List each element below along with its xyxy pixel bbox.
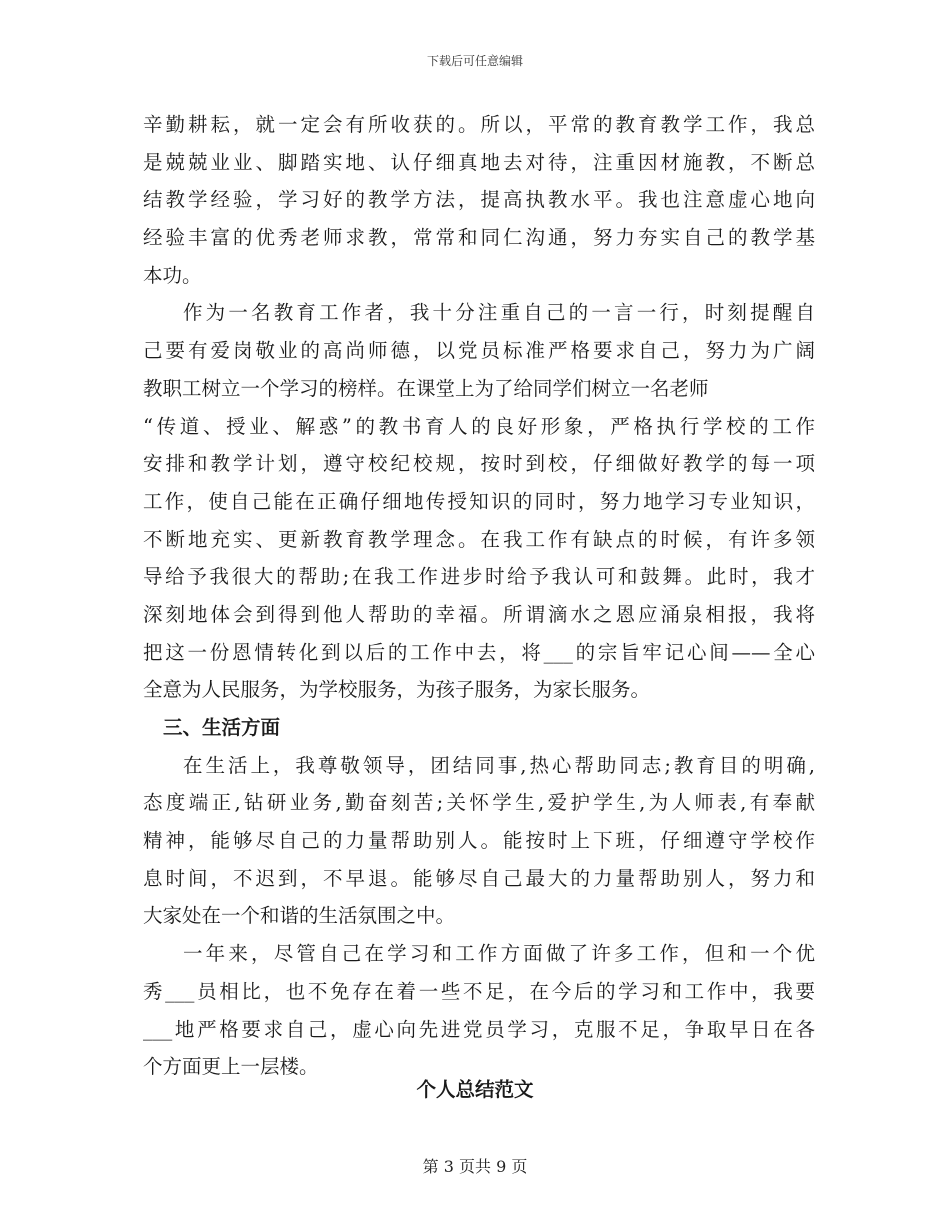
section-heading: 三、生活方面 xyxy=(163,716,281,739)
page-header: 下载后可任意编辑 xyxy=(426,54,523,68)
text-line: 把这一份恩情转化到以后的工作中去，将___的宗旨牢记心间——全心 xyxy=(143,640,815,664)
text-line: 大家处在一个和谐的生活氛围之中。 xyxy=(143,904,456,928)
text-line: 工作，使自己能在正确仔细地传授知识的同时，努力地学习专业知识， xyxy=(143,489,815,513)
paragraph-life xyxy=(143,747,815,935)
text-line: 精神，能够尽自己的力量帮助别人。能按时上下班，仔细遵守学校作 xyxy=(143,829,815,853)
text-line: 教职工树立一个学习的榜样。在课堂上为了给同学们树立一名老师 xyxy=(143,376,709,400)
text-line: 息时间，不迟到，不早退。能够尽自己最大的力量帮助别人，努力和 xyxy=(143,866,815,890)
text-line: 个方面更上一层楼。 xyxy=(143,1055,319,1079)
text-line: 秀___员相比，也不免存在着一些不足，在今后的学习和工作中，我要 xyxy=(143,979,815,1003)
text-line: 作为一名教育工作者，我十分注重自己的一言一行，时刻提醒自 xyxy=(183,301,815,325)
text-line: ___地严格要求自己，虚心向先进党员学习，克服不足，争取早日在各 xyxy=(143,1017,815,1041)
page-footer: 第 3 页共 9 页 xyxy=(422,1157,528,1176)
text-line: 己要有爱岗敬业的高尚师德，以党员标准严格要求自己，努力为广阔 xyxy=(143,339,815,363)
text-line: 结教学经验，学习好的教学方法，提高执教水平。我也注意虚心地向 xyxy=(143,188,815,212)
paragraph-conclusion xyxy=(143,935,815,1086)
text-line: 全意为人民服务，为学校服务，为孩子服务，为家长服务。 xyxy=(143,678,651,702)
text-line: 一年来，尽管自己在学习和工作方面做了许多工作，但和一个优 xyxy=(183,942,815,966)
paragraph-teaching xyxy=(143,106,815,294)
text-line: 深刻地体会到得到他人帮助的幸福。所谓滴水之恩应涌泉相报，我将 xyxy=(143,602,815,626)
text-line: 在生活上，我尊敬领导，团结同事,热心帮助同志;教育目的明确, xyxy=(183,753,815,777)
text-line: 辛勤耕耘，就一定会有所收获的。所以，平常的教育教学工作，我总 xyxy=(143,113,815,136)
text-line: 不断地充实、更新教育教学理念。在我工作有缺点的时候，有许多领 xyxy=(143,527,815,551)
text-line: 安排和教学计划，遵守校纪校规，按时到校，仔细做好教学的每一项 xyxy=(143,452,815,476)
document-body xyxy=(143,106,815,1086)
text-line: 是兢兢业业、脚踏实地、认仔细真地去对待，注重因材施教，不断总 xyxy=(143,150,815,174)
next-section-title: 个人总结范文 xyxy=(416,1078,534,1101)
text-line: “传道、授业、解惑”的教书育人的良好形象，严格执行学校的工作 xyxy=(143,414,815,438)
text-line: 本功。 xyxy=(143,263,202,287)
paragraph-ethics xyxy=(143,294,815,709)
text-line: 经验丰富的优秀老师求教，常常和同仁沟通，努力夯实自己的教学基 xyxy=(143,226,815,250)
text-line: 导给予我很大的帮助;在我工作进步时给予我认可和鼓舞。此时，我才 xyxy=(143,565,815,589)
text-line: 态度端正,钻研业务,勤奋刻苦;关怀学生,爱护学生,为人师表,有奉献 xyxy=(143,791,815,815)
